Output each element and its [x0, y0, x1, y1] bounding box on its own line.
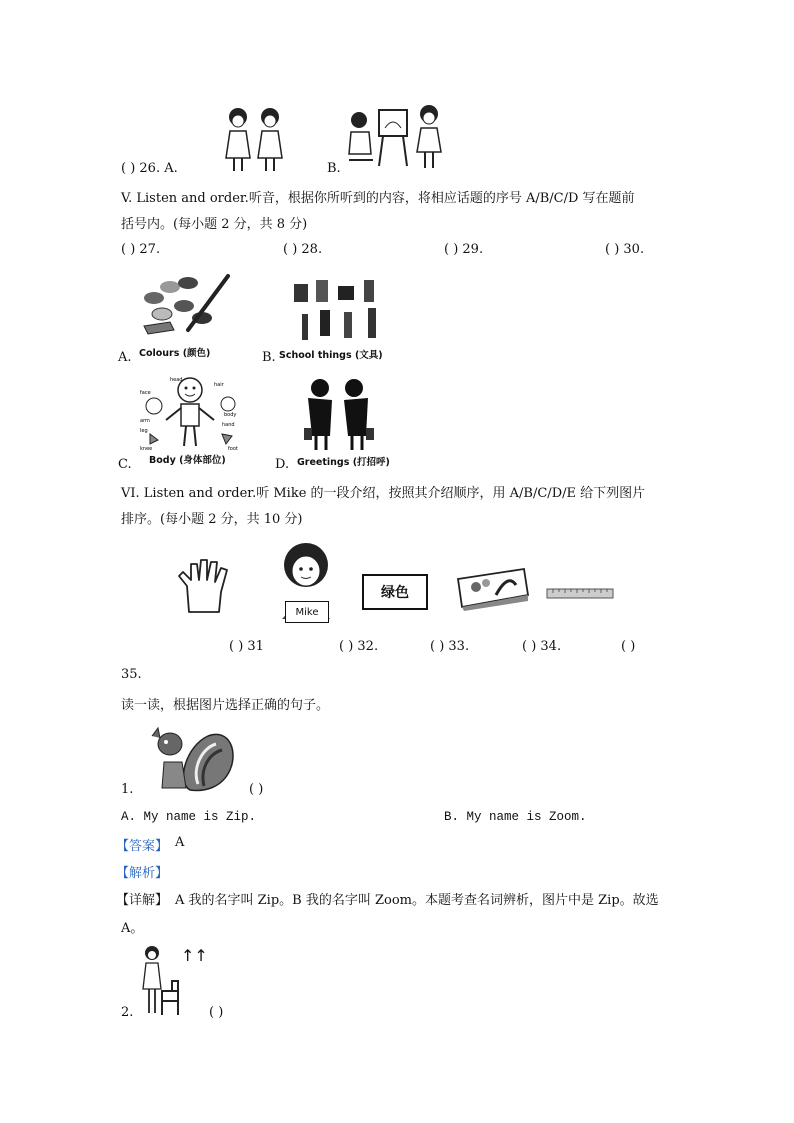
painting-children-picture [345, 102, 447, 174]
section5-instruction-line2: 括号内。(每小题 2 分，共 8 分) [121, 217, 308, 232]
q35-number: 35. [121, 667, 142, 682]
body-label: face [140, 390, 151, 396]
answer-label: 【答案】 [116, 839, 169, 854]
q26-option-b: B. [327, 161, 341, 176]
caption-school-things: School things (文具) [279, 350, 383, 361]
answer-value: A [175, 835, 185, 850]
q34-blank: ( ) 34. [522, 639, 562, 654]
pencil-box-picture [452, 565, 530, 611]
mike-name-card: Mike [285, 601, 329, 623]
body-label: hand [222, 422, 235, 428]
q26-prefix: ( ) 26. A. [121, 161, 178, 176]
section6-instruction-line2: 排序。(每小题 2 分，共 10 分) [121, 512, 303, 527]
two-girls-picture [218, 103, 293, 175]
option-c-label: C. [118, 457, 132, 472]
q1-blank: ( ) [249, 782, 264, 797]
q2-number: 2. [121, 1005, 134, 1020]
section6-instruction-line1: VI. Listen and order.听 Mike 的一段介绍，按照其介绍顺序，用 A/B/C/D/E 给下列图片 [121, 486, 646, 501]
body-label: hair [214, 382, 224, 388]
q32-blank: ( ) 32. [339, 639, 379, 654]
caption-body: Body (身体部位) [149, 455, 226, 466]
q1-number: 1. [121, 782, 134, 797]
up-arrows-icon: ↑↑ [181, 946, 208, 965]
option-b-label: B. [262, 350, 276, 365]
option-d-label: D. [275, 457, 290, 472]
q31-blank: ( ) 31 [229, 639, 264, 654]
option-a-label: A. [118, 350, 132, 365]
body-label: knee [140, 446, 153, 452]
squirrel-picture [146, 722, 238, 796]
q30-blank: ( ) 30. [605, 242, 645, 257]
body-label: leg [140, 428, 148, 434]
q33-blank: ( ) 33. [430, 639, 470, 654]
q27-blank: ( ) 27. [121, 242, 161, 257]
section5-instruction-line1: V. Listen and order.听音，根据你所听到的内容，将相应话题的序号 A/B/C/D 写在题前 [121, 191, 635, 206]
reading-title: 读一读，根据图片选择正确的句子。 [121, 698, 330, 713]
girl-standing-up-picture [138, 943, 182, 1019]
body-label: head [170, 377, 183, 383]
detail-line1: A 我的名字叫 Zip。B 我的名字叫 Zoom。本题考查名词辨析，图片中是 Zip。故选 [175, 893, 659, 908]
detail-line2: A。 [121, 921, 144, 936]
q2-blank: ( ) [209, 1005, 224, 1020]
school-things-picture [290, 276, 390, 342]
body-label: foot [228, 446, 238, 452]
q28-blank: ( ) 28. [283, 242, 323, 257]
caption-colours: Colours (颜色) [139, 348, 211, 359]
body-label: arm [140, 418, 150, 424]
detail-label: 【详解】 [116, 893, 169, 908]
green-colour-card: 绿色 [362, 574, 428, 610]
caption-greetings: Greetings (打招呼) [297, 457, 390, 468]
greetings-picture [296, 378, 380, 452]
ruler-picture [547, 586, 615, 600]
q1-option-a: A. My name is Zip. [121, 810, 257, 824]
hand-picture [175, 558, 237, 616]
q35-blank: ( ) [621, 639, 636, 654]
body-label: body [224, 412, 237, 418]
analysis-label: 【解析】 [116, 866, 169, 881]
q1-option-b: B. My name is Zoom. [444, 810, 587, 824]
q29-blank: ( ) 29. [444, 242, 484, 257]
body-parts-picture [140, 376, 242, 454]
colour-palette-picture [140, 272, 232, 340]
